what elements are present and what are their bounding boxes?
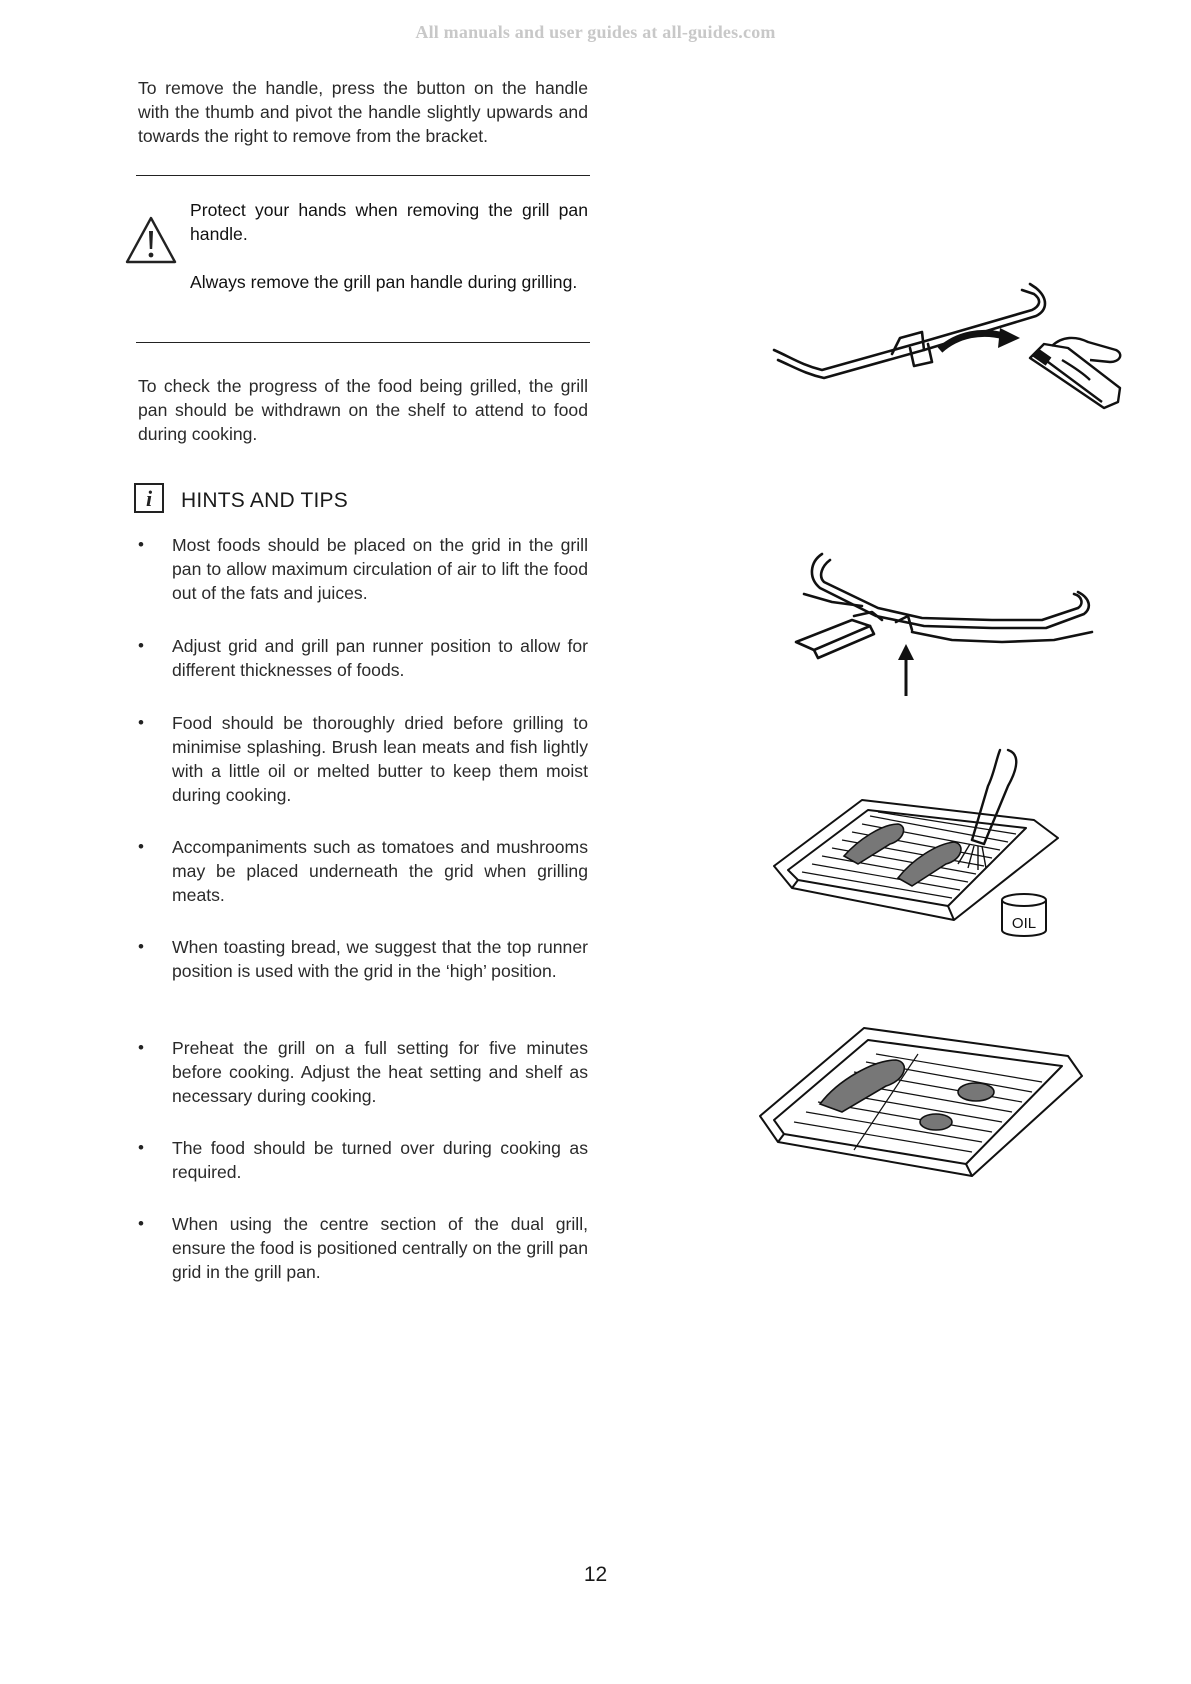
info-icon	[134, 483, 164, 513]
warning-remove-handle: Always remove the grill pan handle during grilling.	[190, 272, 578, 292]
bullet: •	[138, 1038, 144, 1057]
hints-heading: HINTS AND TIPS	[181, 489, 348, 512]
bullet: •	[138, 1138, 144, 1157]
list-item-text: When using the centre section of the dual grill, ensure the food is positioned centrally on the grill pan grid in the grill pan.	[172, 1214, 588, 1282]
list-item-text: Preheat the grill on a full setting for five minutes before cooking. Adjust the heat setting and shelf as necessary during cooking.	[172, 1038, 588, 1106]
list-item-text: When toasting bread, we suggest that the top runner position is used with the grid in the ‘high’ position.	[172, 937, 588, 981]
food-on-grid-illustration	[758, 1020, 1088, 1190]
bullet: •	[138, 837, 144, 856]
watermark: All manuals and user guides at all-guides.com	[415, 22, 776, 42]
divider-bottom	[136, 342, 590, 343]
bullet: •	[138, 535, 144, 554]
check-progress-paragraph: To check the progress of the food being grilled, the grill pan should be withdrawn on the shelf to attend to food during cooking.	[138, 376, 588, 444]
warning-protect-hands: Protect your hands when removing the grill pan handle.	[190, 200, 588, 244]
bullet: •	[138, 636, 144, 655]
divider-top	[136, 175, 590, 176]
handle-removal-illustration	[772, 270, 1132, 420]
bullet: •	[138, 1214, 144, 1233]
brushing-oil-illustration	[772, 740, 1072, 940]
list-item-text: The food should be turned over during cooking as required.	[172, 1138, 588, 1182]
grill-pan-runner-illustration	[792, 546, 1112, 696]
list-item-text: Food should be thoroughly dried before grilling to minimise splashing. Brush lean meats and fish lightly with a little oil or melted butter to keep them moist during cooking.	[172, 713, 588, 805]
bullet: •	[138, 937, 144, 956]
remove-handle-paragraph: To remove the handle, press the button on the handle with the thumb and pivot the handle slightly upwards and towards the right to remove from the bracket.	[138, 78, 588, 146]
list-item-text: Accompaniments such as tomatoes and mushrooms may be placed underneath the grid when grilling meats.	[172, 837, 588, 905]
list-item-text: Adjust grid and grill pan runner position to allow for different thicknesses of foods.	[172, 636, 588, 680]
warning-triangle-icon	[124, 215, 178, 265]
bullet: •	[138, 713, 144, 732]
oil-jar-label: OIL	[1011, 915, 1037, 932]
info-icon-letter: i	[145, 486, 153, 511]
list-item-text: Most foods should be placed on the grid in the grill pan to allow maximum circulation of air to lift the food out of the fats and juices.	[172, 535, 588, 603]
page-number: 12	[583, 1563, 608, 1586]
